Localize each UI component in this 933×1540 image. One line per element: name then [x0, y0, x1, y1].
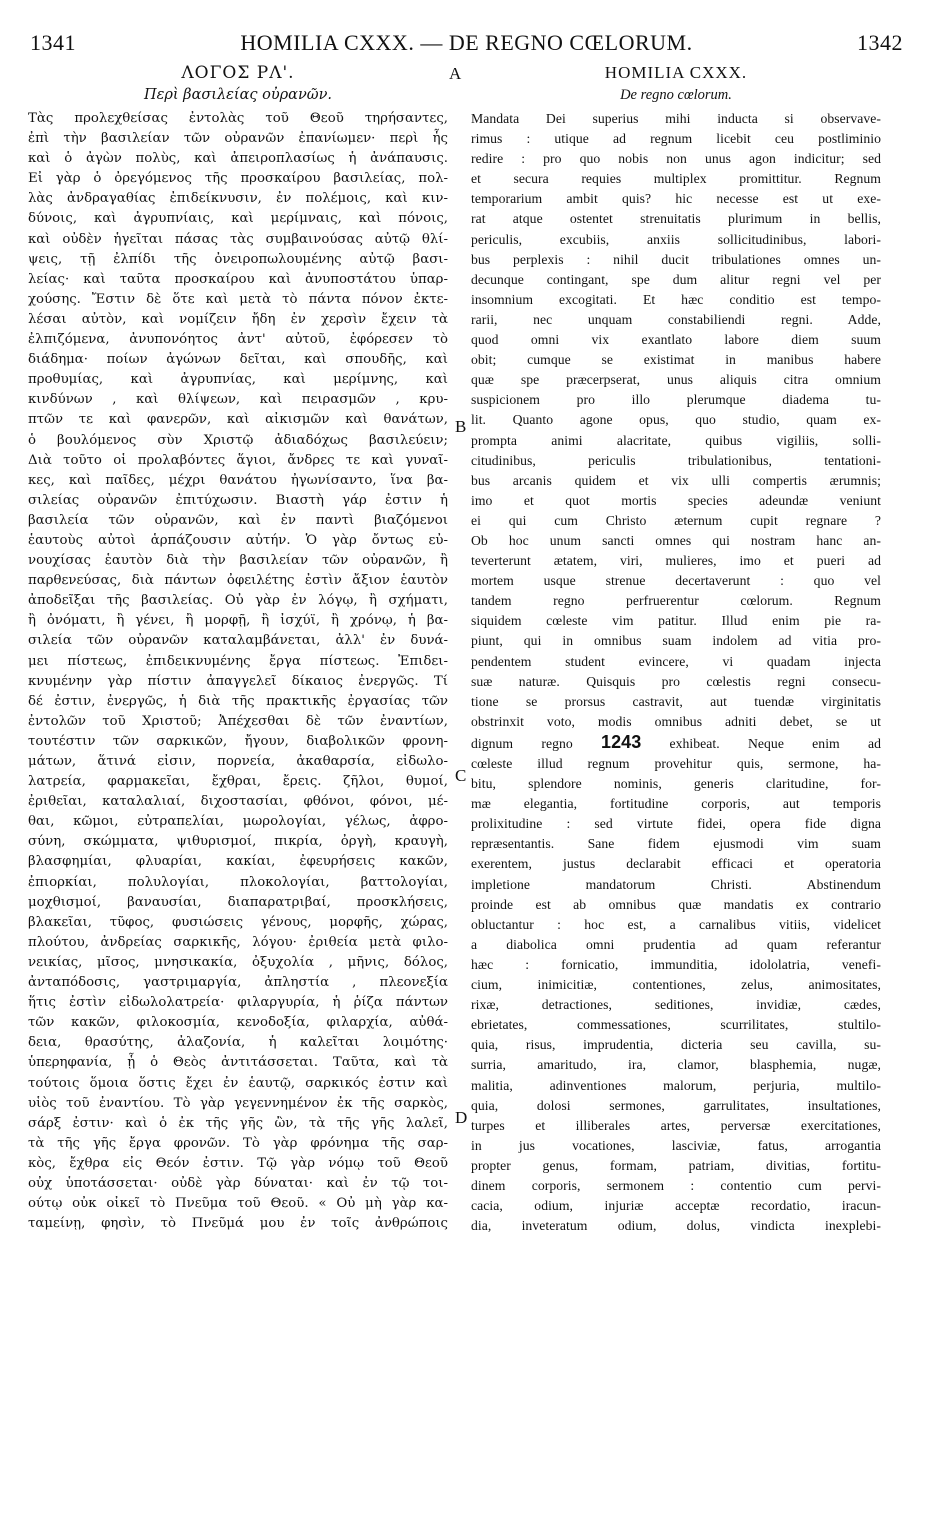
greek-text-line: ούτῳ οὐκ οἰκεῖ τὸ Πνεῦμα τοῦ Θεοῦ. « Οὐ μὴ γὰρ κα-	[28, 1196, 448, 1212]
greek-text-line: τουτέστιν τῶν σαρκικῶν, ἤγουν, διαβολικῶν φρονη-	[28, 733, 448, 749]
latin-text-line: turpes et illiberales artes, perversæ exercitationes,	[471, 1117, 881, 1133]
latin-text-line: bitu, splendore nominis, generis claritudine, for-	[471, 776, 881, 792]
latin-text-line: rixæ, detractiones, seditiones, invidiæ, cædes,	[471, 997, 881, 1013]
latin-body	[471, 109, 881, 1236]
greek-text-line: μάτων, ἅτινά εἰσιν, πορνεία, ἀκαθαρσία, εἰδωλο-	[28, 754, 448, 769]
greek-text-line: μει πίστεως, ἐπιδεικνυμένης ἔργα πίστεως. Ἐπιδει-	[28, 653, 448, 669]
latin-text-line: impletione mandatorum Christi. Abstinendum	[471, 876, 881, 892]
greek-text-line: Τὰς προλεχθείσας ἐντολὰς τοῦ Θεοῦ τηρήσαντες,	[28, 111, 448, 126]
latin-text-line: proinde est ab omnibus quæ mandatis ex contrario	[471, 896, 881, 912]
latin-text-line: lit. Quanto agone opus, quo studio, quam ex-	[471, 412, 881, 428]
latin-text-line: cium, inimicitiæ, contentiones, zelus, animositates,	[471, 977, 881, 993]
page-number-right: 1342	[857, 30, 903, 55]
greek-text-line: λατρεία, φαρμακεῖαι, ἔχθραι, ἔρεις. ζῆλοι, θυμοί,	[28, 774, 448, 790]
latin-text-line: tandem regno perfruerentur cœlorum. Regnum	[471, 593, 881, 609]
greek-text-line: νουχίσας ἑαυτὸν διὰ τὴν βασιλείαν τῶν οὐρανῶν, ἢ	[28, 553, 448, 569]
greek-text-line: πτῶν τε καὶ φανερῶν, καὶ αἰκισμῶν καὶ θανάτων,	[28, 412, 448, 428]
greek-text-line: ἀποδεῖξαι τῆς βασιλείας. Οὐ γὰρ ἐν λόγῳ, ἢ σχήματι,	[28, 593, 448, 609]
latin-text-line: quod omni vix exantlato labore diem suum	[471, 332, 881, 348]
greek-text-line: υἱὸς τοῦ ἐναντίου. Τὸ γὰρ γεγεννημένον ἐκ τῆς σαρκὸς,	[28, 1095, 448, 1111]
latin-column	[471, 62, 881, 1236]
column-letter-a: A	[449, 64, 462, 83]
latin-text-line: redire : pro quo nobis non unus agon indicitur; sed	[471, 151, 881, 167]
greek-text-line: θαι, κῶμοι, εὐτραπελίαι, μωρολογίαι, γέλως, ἀφρο-	[28, 814, 448, 830]
page-number-left: 1341	[30, 30, 76, 55]
greek-text-line: σιλεία τῶν οὐρανῶν καταλαμβάνεται, ἀλλ' ἐν δυνά-	[28, 633, 448, 649]
latin-text-line: tione se prorsus castravit, aut tuendæ virginitatis	[471, 693, 881, 709]
greek-text-line: ψεις, τῇ ἐλπίδι τῆς ὀνειροπωλουμένης αὐτῷ βασι-	[28, 251, 448, 267]
greek-text-line: ὑπερηφανία, ᾗ ὁ Θεὸς ἀντιτάσσεται. Ταῦτα, καὶ τὰ	[28, 1055, 448, 1071]
column-letter-c: C	[455, 766, 467, 785]
latin-text-line: cacia, odium, injuriæ acceptæ recordatio, iracun-	[471, 1198, 881, 1214]
greek-text-line: ταμείνῃ, φησὶν, τὸ Πνεῦμά μου ἐν τοῖς ἀνθρώποις	[28, 1216, 448, 1232]
latin-text-line: Mandata Dei superius mihi inducta si observave-	[471, 111, 881, 126]
latin-text-line: ei qui cum Christo æternum cupit regnare ?	[471, 512, 881, 528]
greek-text-line: κὸς, ἔχθρα εἰς Θεόν ἐστιν. Τῷ γὰρ νόμῳ τοῦ Θεοῦ	[28, 1155, 448, 1171]
latin-text-line: Ob hoc unum sancti omnes qui nostram hanc an-	[471, 532, 881, 548]
greek-text-line: κες, καὶ παῖδες, μέχρι θανάτου ἠγωνίσαντο, ἵνα βα-	[28, 472, 448, 488]
latin-text-line: prolixitudine : sed virtute fidei, opera fide digna	[471, 816, 881, 832]
latin-text-line: quæ spe præcerpserat, unus aliquis citra omnium	[471, 372, 881, 388]
greek-body	[28, 109, 448, 1234]
latin-text-line: exerentem, justus declarabit efficaci et operatoria	[471, 856, 881, 872]
latin-text-line: mæ elegantia, fortitudine corporis, aut temporis	[471, 796, 881, 812]
greek-text-line: ἑαυτοὺς αὐτοὶ ἁρπάζουσιν αὐτήν. Ὁ γὰρ ὄντως εὐ-	[28, 532, 448, 548]
greek-text-line: νεικίας, μῖσος, μνησικακία, ὀξυχολία , μῆνις, δόλος,	[28, 954, 448, 970]
greek-text-line: σάρξ ἐστιν· καὶ ὁ ἐκ τῆς γῆς ὢν, τὰ τῆς γῆς λαλεῖ,	[28, 1115, 448, 1131]
column-letter-d: D	[455, 1108, 468, 1127]
latin-text-line: quia, dolosi sermones, garrulitates, insultationes,	[471, 1097, 881, 1113]
greek-text-line: σιλείας οὐρανῶν ἐπιτύχωσιν. Βιαστὴ γάρ ἐστιν ἡ	[28, 492, 448, 508]
greek-text-line: Εἰ γὰρ ὁ ὀρεγόμενος τῆς προσκαίρου βασιλείας, πολ-	[28, 171, 448, 187]
latin-text-line: piunt, qui in omnibus suam indolem ad vitia pro-	[471, 633, 881, 649]
greek-text-line: πλούτου, ἀνδρείας σαρκικῆς, λόγου· ἐριθεία μετὰ φιλο-	[28, 934, 448, 950]
greek-text-line: λὰς ἀνδραγαθίας ἐπιδείκνυσιν, ἐν πολέμοις, καὶ κιν-	[28, 191, 448, 207]
greek-text-line: βλακεῖαι, τῦφος, φυσιώσεις γένους, μορφῆς, χώρας,	[28, 914, 448, 930]
greek-text-line: λείας· καὶ ταῦτα προσκαίρου καὶ ἀνυποστάτου ὑπαρ-	[28, 271, 448, 287]
greek-text-line: μοχθισμοί, βαναυσίαι, διαπαρατριβαί, προσκλήσεις,	[28, 894, 448, 910]
greek-text-line: ἐλπιζόμενα, ἀνυπονόητος ἀντ' αὐτοῦ, ἐφόρεσεν τὸ	[28, 332, 448, 348]
greek-text-line: ἥτις ἐστὶν εἰδωλολατρεία· φιλαργυρία, ἡ ῥίζα πάντων	[28, 995, 448, 1011]
column-letter-b: B	[455, 417, 467, 436]
latin-text-line: prompta animi alacritate, quibus vigiliis, solli-	[471, 432, 881, 448]
latin-text-line: decunque contingant, spe dum alitur regni vel per	[471, 271, 881, 287]
greek-column	[28, 62, 448, 1234]
greek-subtitle: Περὶ βασιλείας οὐρανῶν.	[143, 87, 333, 103]
latin-text-line: insomnium excogitati. Et hæc conditio est tempo-	[471, 291, 881, 307]
latin-text-line: obit; cumque se existimat in manibus habere	[471, 352, 881, 368]
latin-text-line: malitia, adinventiones malorum, perjuria, multilo-	[471, 1077, 881, 1093]
greek-text-line: Διὰ τοῦτο οἱ προλαβόντες ἅγιοι, ἄνδρες τε καὶ γυναῖ-	[28, 452, 448, 468]
greek-text-line: δέ ἐστιν, ἐνεργῶς, ἡ διὰ τῆς πρακτικῆς ἐργασίας τῶν	[28, 693, 448, 709]
greek-text-line: δύνοις, καὶ ἀγρυπνίαις, καὶ μερίμναις, καὶ πόνοις,	[28, 211, 448, 227]
greek-text-line: ὁ βουλόμενος σὺν Χριστῷ ἀδιαδόχως βασιλεύειν;	[28, 432, 448, 448]
greek-text-line: ἐπὶ τὴν βασιλείαν τῶν οὐρανῶν ἐπανίωμεν· περὶ ἧς	[28, 131, 448, 147]
greek-text-line: τούτοις ὅμοια ὅστις ἔχει ἐν ἑαυτῷ, σαρκικός ἐστιν καὶ	[28, 1075, 448, 1091]
column-marker-number: 1243	[601, 731, 642, 752]
latin-text-line: pendentem student evincere, vi quadam injecta	[471, 653, 881, 669]
greek-title: ΛΟΓΟΣ ΡΛ'.	[181, 63, 295, 83]
latin-text-line: rat atque ostentet strenuitatis plurimum in bellis,	[471, 211, 881, 227]
greek-text-line: τῶν κακῶν, φιλοκοσμία, κενοδοξία, φιλαρχία, αὐθά-	[28, 1015, 448, 1031]
greek-text-line: λέσαι αὐτὸν, καὶ νομίζειν ἤδη ἐν χερσὶν ἔχειν τὰ	[28, 311, 448, 327]
latin-title: HOMILIA CXXX.	[604, 63, 748, 82]
latin-text-line: hæc : fornicatio, immunditia, idololatria, venefi-	[471, 956, 881, 972]
latin-text-line: cœleste illud regnum provehitur quis, sermone, ha-	[471, 756, 881, 771]
latin-text-line: rimus : utique ad regnum licebit ceu postliminio	[471, 131, 881, 147]
latin-text-line: temporarium ambit quis? hic necesse est ut exe-	[471, 191, 881, 207]
greek-text-line: βλασφημίαι, φλυαρίαι, κακίαι, ἐφευρήσεις κακῶν,	[28, 854, 448, 870]
latin-text-line: repræsentantis. Sane fidem ejusmodi vim suam	[471, 836, 881, 852]
latin-text-line: obstrinxit voto, modis omnibus adniti debet, se ut	[471, 713, 881, 729]
latin-text-line: a diabolica omni prudentia ad quam referantur	[471, 936, 881, 952]
greek-text-line: ἐπιορκίαι, πολυλογίαι, πλοκολογίαι, βαττολογίαι,	[28, 874, 448, 890]
greek-text-line: σύνη, σκώμματα, ψιθυρισμοί, πικρία, ὀργὴ, κραυγὴ,	[28, 834, 448, 850]
latin-subtitle: De regno cœlorum.	[620, 87, 732, 103]
greek-text-line: οὐχ ὑποτάσσεται· οὐδὲ γὰρ δύναται· καὶ ἐν τῷ τοι-	[28, 1175, 448, 1191]
latin-text-line: quia, risus, imprudentia, dicteria seu cavilla, su-	[471, 1037, 881, 1053]
latin-text-line: dignum regno 1243 exhibeat. Neque enim ad	[471, 731, 881, 752]
latin-text-line: in jus vocationes, lasciviæ, fatus, arrogantia	[471, 1137, 881, 1153]
greek-text-line: προθυμίας, καὶ ἀγρυπνίας, καὶ μερίμνης, καὶ	[28, 372, 448, 388]
latin-text-line: et secura requies multiplex promittitur. Regnum	[471, 171, 881, 187]
greek-text-line: κινδύνων , καὶ θλίψεων, καὶ πειρασμῶν , κρυ-	[28, 392, 448, 408]
latin-text-line: imo et quot mortis species adeundæ veniunt	[471, 492, 881, 508]
latin-text-line: surria, amaritudo, ira, clamor, blasphemia, nugæ,	[471, 1057, 881, 1073]
latin-text-line: teverterunt ætatem, viri, mulieres, imo et pueri ad	[471, 553, 881, 569]
latin-text-line: suspicionem pro illo plerumque diadema tu-	[471, 392, 881, 408]
greek-text-line: χούσης. Ἔστιν δὲ ὅτε καὶ μετὰ τὸ πάντα πόνον ἐκτε-	[28, 291, 448, 307]
page-header	[30, 30, 903, 58]
latin-text-line: mortem usque strenue decertaverunt : quo vel	[471, 573, 881, 589]
latin-text-line: periculis, excubiis, anxiis sollicitudinibus, labori-	[471, 231, 881, 247]
latin-text-line: siquidem cœleste vim patitur. Illud enim pie ra-	[471, 613, 881, 629]
latin-text-line: rarii, nec unquam constabiliendi regni. Adde,	[471, 311, 881, 327]
greek-text-line: ἐντολῶν τοῦ Χριστοῦ; Ἀπέχεσθαι δὲ τῶν ἐναντίων,	[28, 713, 448, 729]
greek-text-line: ἀνταπόδοσις, γαστριμαργία, ἀπληστία , πλεονεξία	[28, 975, 448, 991]
greek-text-line: τὰ τῆς γῆς ἔργα φρονῶν. Τὸ γὰρ φρόνημα τῆς σαρ-	[28, 1135, 448, 1151]
latin-text-line: dia, inveteratum odium, dolus, vindicta inexplebi-	[471, 1218, 881, 1234]
greek-text-line: ἢ ὀνόματι, ἢ γένει, ἢ μορφῇ, ἢ ἰσχύϊ, ἢ χρόνῳ, ἡ βα-	[28, 613, 448, 629]
greek-text-line: παρθενεύσας, διὰ πάντων ὀφειλέτης ἐστὶν ἄξιον ἑαυτὸν	[28, 573, 448, 589]
greek-text-line: ἐριθεῖαι, καταλαλιαί, διχοστασίαι, φθόνοι, φόνοι, μέ-	[28, 794, 448, 810]
running-title: HOMILIA CXXX. — DE REGNO CŒLORUM.	[240, 30, 693, 55]
latin-text-line: bus arcanis quidem et vix ulli compertis ærumnis;	[471, 472, 881, 488]
greek-text-line: βασιλεία τῶν οὐρανῶν, καὶ ἐν παντὶ βιαζόμενοι	[28, 512, 448, 528]
latin-text-line: propter genus, formam, patriam, divitias, fortitu-	[471, 1157, 881, 1173]
greek-text-line: κνυμένην γὰρ πίστιν ἀπαγγελεῖ δίκαιος ἐνεργῶς. Τί	[28, 673, 448, 689]
latin-text-line: obluctantur : hoc est, a carnalibus vitiis, videlicet	[471, 916, 881, 932]
latin-text-line: dinem corporis, sermonem : contentio cum pervi-	[471, 1177, 881, 1193]
greek-text-line: δεια, θρασύτης, ἀλαζονία, ἡ καλεῖται λοιμότης·	[28, 1035, 448, 1051]
latin-text-line: citudinibus, periculis tribulationibus, tentationi-	[471, 452, 881, 468]
greek-text-line: καὶ ὁ ἀγὼν πολὺς, καὶ ἀπειροπλασίως ἡ ἀνάπαυσις.	[28, 151, 448, 167]
latin-text-line: ebrietates, commessationes, scurrilitates, stultilo-	[471, 1017, 881, 1033]
greek-text-line: καὶ οὐδὲν ἡγεῖται πάσας τὰς συμβαινούσας αὐτῷ θλί-	[28, 231, 448, 247]
greek-text-line: διάδημα· ποίων ἀγώνων δεῖται, καὶ σπουδῆς, καὶ	[28, 352, 448, 368]
latin-text-line: bus perplexis : nihil ducit tribulationes omnes un-	[471, 251, 881, 267]
latin-text-line: suæ naturæ. Quisquis pro cœlestis regni consecu-	[471, 673, 881, 689]
